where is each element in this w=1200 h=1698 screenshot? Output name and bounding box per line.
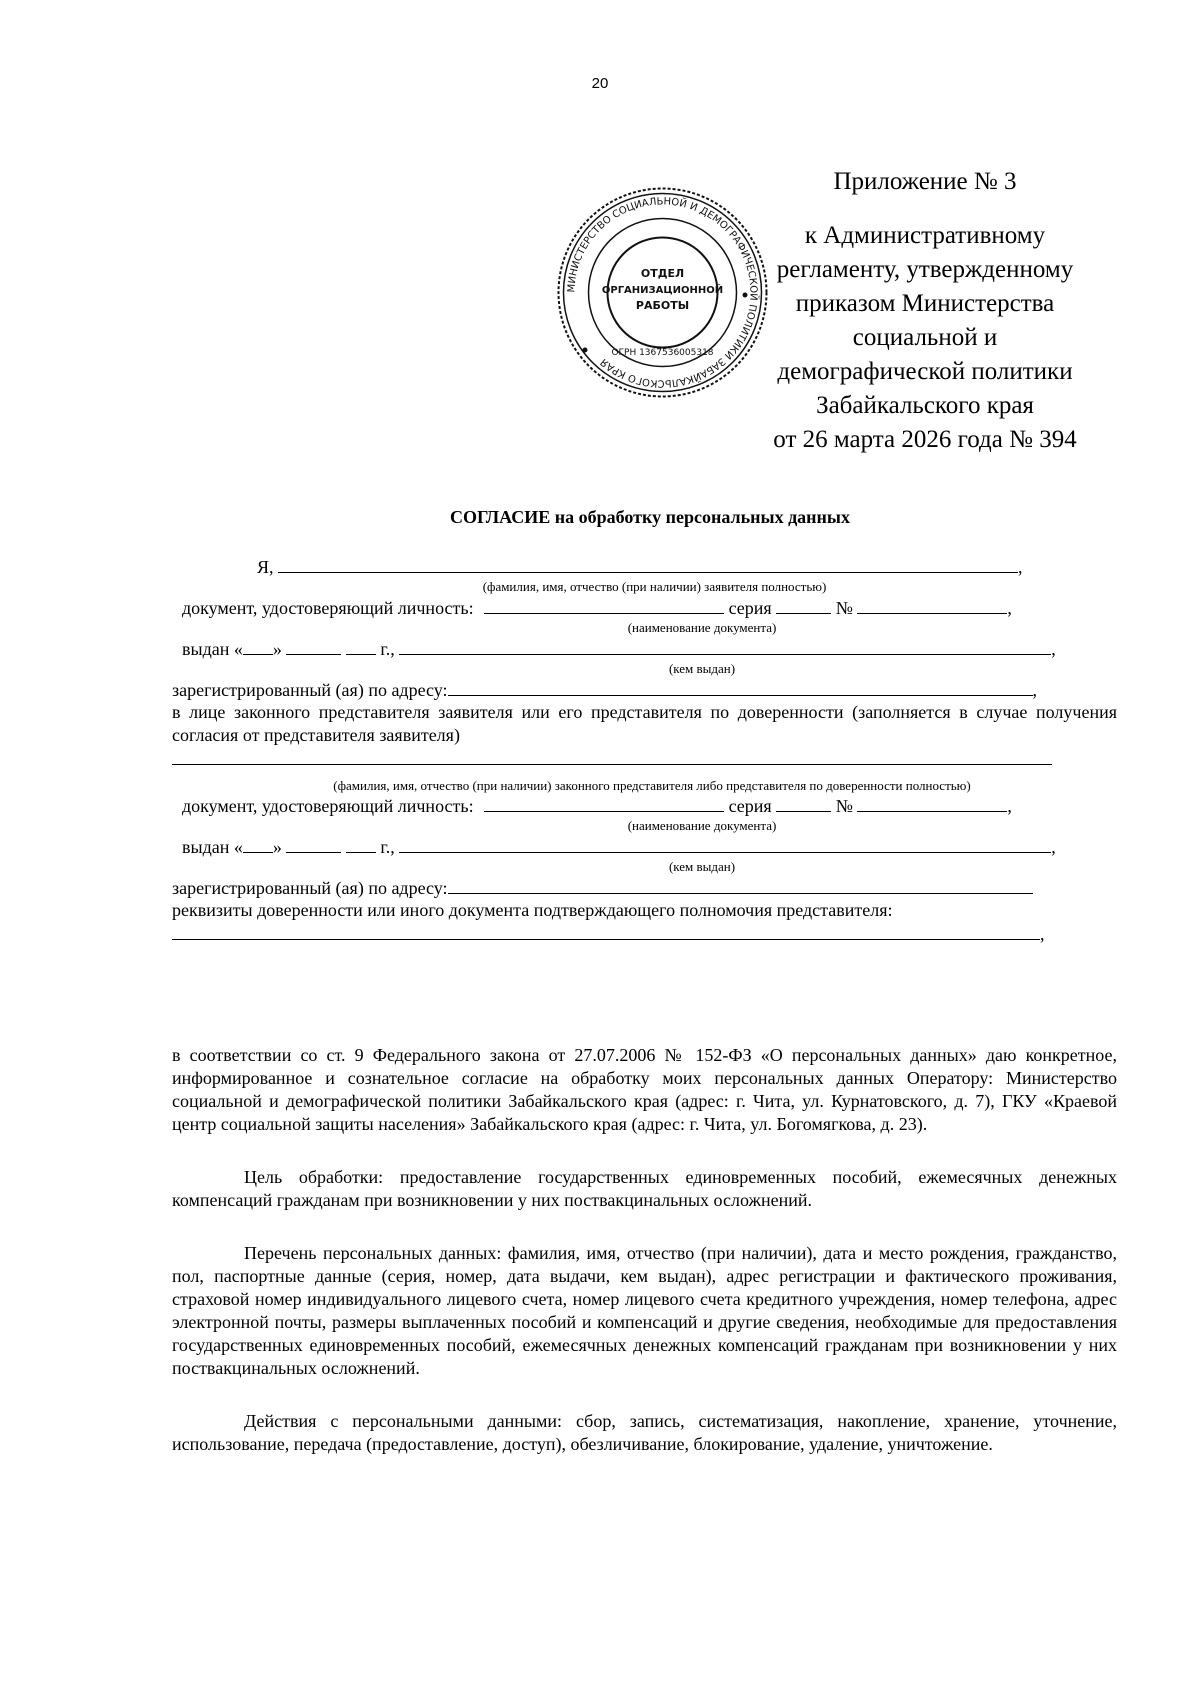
issued-month-field[interactable] bbox=[286, 637, 341, 655]
quote-close: » bbox=[272, 837, 282, 857]
proxy-field-row bbox=[172, 922, 1117, 950]
comma: , bbox=[1051, 639, 1056, 659]
paragraph-data-list: Перечень персональных данных: фамилия, имя, отчество (при наличии), дата и место рождения, гражданство, пол, паспортные данные (серия, номер, дата выдачи, кем выдан), адрес регистрации и фактического проживания, страховой номер индивидуального лицевого счета, номер лицевого счета кредитного учреждения, номер телефона, адрес электронной почты, размеры выплаченных пособий и компенсаций и другие сведения, необходимые для предоставления государственных единовременных пособий, ежемесячных денежных компенсаций гражданам при возникновении у них поствакцинальных осложнений. bbox=[172, 1243, 1117, 1378]
issued-label: выдан « bbox=[182, 837, 243, 857]
caption-doc: (наименование документа) bbox=[627, 818, 777, 833]
registered-label: зарегистрированный (ая) по адресу: bbox=[172, 680, 448, 700]
applicant-name-field[interactable] bbox=[278, 555, 1018, 573]
stamp-outer-text: МИНИСТЕРСТВО СОЦИАЛЬНОЙ И ДЕМОГРАФИЧЕСКОЙ ПОЛИТИКИ ЗАБАЙКАЛЬСКОГО КРАЯ bbox=[566, 196, 759, 389]
appendix-line: демографической политики bbox=[777, 358, 1073, 385]
rep-seria-field[interactable] bbox=[776, 794, 831, 812]
page-number: 20 bbox=[591, 75, 609, 92]
quote-close: » bbox=[272, 639, 282, 659]
issued-year-field[interactable] bbox=[346, 637, 376, 655]
applicant-seria-field[interactable] bbox=[776, 596, 831, 614]
year-label: г., bbox=[380, 639, 395, 659]
appendix-line: к Административному bbox=[804, 222, 1046, 249]
number-label: № bbox=[835, 796, 853, 816]
rep-address-field[interactable] bbox=[448, 876, 1033, 894]
issued-label: выдан « bbox=[182, 639, 243, 659]
registered-label: зарегистрированный (ая) по адресу: bbox=[172, 878, 448, 898]
appendix-line: социальной и bbox=[852, 324, 998, 351]
comma: , bbox=[1007, 796, 1012, 816]
comma: , bbox=[1032, 680, 1038, 700]
representative-name-field[interactable] bbox=[172, 747, 1052, 765]
applicant-number-field[interactable] bbox=[857, 596, 1007, 614]
consent-form bbox=[172, 555, 1117, 950]
applicant-doc-row bbox=[172, 596, 1117, 619]
paragraph-legal-basis: в соответствии со ст. 9 Федерального закона от 27.07.2006 № 152-ФЗ «О персональных данных» даю конкретное, информированное и сознательное согласие на обработку моих персональных данных Оператору: Министерство социальной и демографической политики Забайкальского края (адрес: г. Чита, ул. Курнатовского, д. 7), ГКУ «Краевой центр социальной защиты населения» Забайкальского края (адрес: г. Чита, ул. Богомягкова, д. 23). bbox=[172, 1045, 1117, 1134]
rep-number-field[interactable] bbox=[857, 794, 1007, 812]
caption-issuer: (кем выдан) bbox=[668, 859, 736, 874]
rep-doc-field[interactable] bbox=[484, 794, 724, 812]
applicant-issuer-field[interactable] bbox=[399, 637, 1051, 655]
rep-issued-year-field[interactable] bbox=[346, 835, 376, 853]
appendix-date: от 26 марта 2026 года № 394 bbox=[773, 426, 1077, 453]
comma: , bbox=[1051, 837, 1056, 857]
document-title: СОГЛАСИЕ на обработку персональных данных bbox=[450, 507, 850, 527]
applicant-address-row bbox=[172, 678, 1117, 701]
year-label: г., bbox=[380, 837, 395, 857]
comma: , bbox=[1007, 598, 1012, 618]
applicant-address-field[interactable] bbox=[448, 678, 1033, 696]
appendix-line: Забайкальского края bbox=[816, 392, 1034, 419]
paragraph-purpose: Цель обработки: предоставление государственных единовременных пособий, ежемесячных денежных компенсаций гражданам при возникновении у них поствакцинальных осложнений. bbox=[172, 1167, 1117, 1210]
appendix-line: приказом Министерства bbox=[795, 290, 1055, 317]
stamp-ogrn: ОГРН 1367536005318 bbox=[611, 348, 714, 358]
ya-label: Я, bbox=[257, 557, 274, 577]
applicant-name-row bbox=[172, 555, 1117, 578]
appendix-line: регламенту, утвержденному bbox=[776, 256, 1074, 283]
stamp-inner-line2: ОРГАНИЗАЦИОННОЙ bbox=[601, 285, 724, 296]
rep-issued-day-field[interactable] bbox=[243, 835, 273, 853]
rep-address-row bbox=[172, 876, 1117, 899]
comma: , bbox=[1018, 557, 1023, 577]
rep-issued-row bbox=[172, 835, 1117, 858]
proxy-row bbox=[172, 899, 1117, 922]
caption-issuer: (кем выдан) bbox=[668, 661, 736, 676]
consent-body bbox=[172, 1044, 1117, 1486]
seria-label: серия bbox=[728, 796, 772, 816]
seria-label: серия bbox=[728, 598, 772, 618]
rep-name-row bbox=[172, 747, 1117, 777]
paragraph-actions: Действия с персональными данными: сбор, запись, систематизация, накопление, хранение, уточнение, использование, передача (предоставление, доступ), обезличивание, блокирование, удаление, уничтожение. bbox=[172, 1411, 1117, 1454]
proxy-label: реквизиты доверенности или иного документа подтверждающего полномочия представителя: bbox=[172, 900, 893, 920]
stamp-inner-line1: ОТДЕЛ bbox=[640, 267, 685, 280]
proxy-field[interactable] bbox=[172, 922, 1040, 940]
appendix-block bbox=[715, 165, 1135, 457]
caption-doc: (наименование документа) bbox=[627, 620, 777, 635]
representative-text: в лице законного представителя заявителя или его представителя по доверенности (заполняется в случае получения согласия от представителя заявителя) bbox=[172, 702, 1117, 745]
appendix-number: Приложение № 3 bbox=[833, 168, 1017, 195]
rep-issuer-field[interactable] bbox=[399, 835, 1051, 853]
doc-label: документ, удостоверяющий личность: bbox=[182, 796, 474, 816]
caption-rep-fio: (фамилия, имя, отчество (при наличии) законного представителя либо представителя по доверенности полностью) bbox=[333, 778, 971, 793]
stamp-inner-line3: РАБОТЫ bbox=[635, 299, 690, 312]
issued-day-field[interactable] bbox=[243, 637, 273, 655]
rep-doc-row bbox=[172, 794, 1117, 817]
applicant-issued-row bbox=[172, 637, 1117, 660]
number-label: № bbox=[835, 598, 853, 618]
rep-issued-month-field[interactable] bbox=[286, 835, 341, 853]
comma: , bbox=[1040, 924, 1045, 944]
caption-fio: (фамилия, имя, отчество (при наличии) заявителя полностью) bbox=[482, 579, 827, 594]
applicant-doc-field[interactable] bbox=[484, 596, 724, 614]
doc-label: документ, удостоверяющий личность: bbox=[182, 598, 474, 618]
